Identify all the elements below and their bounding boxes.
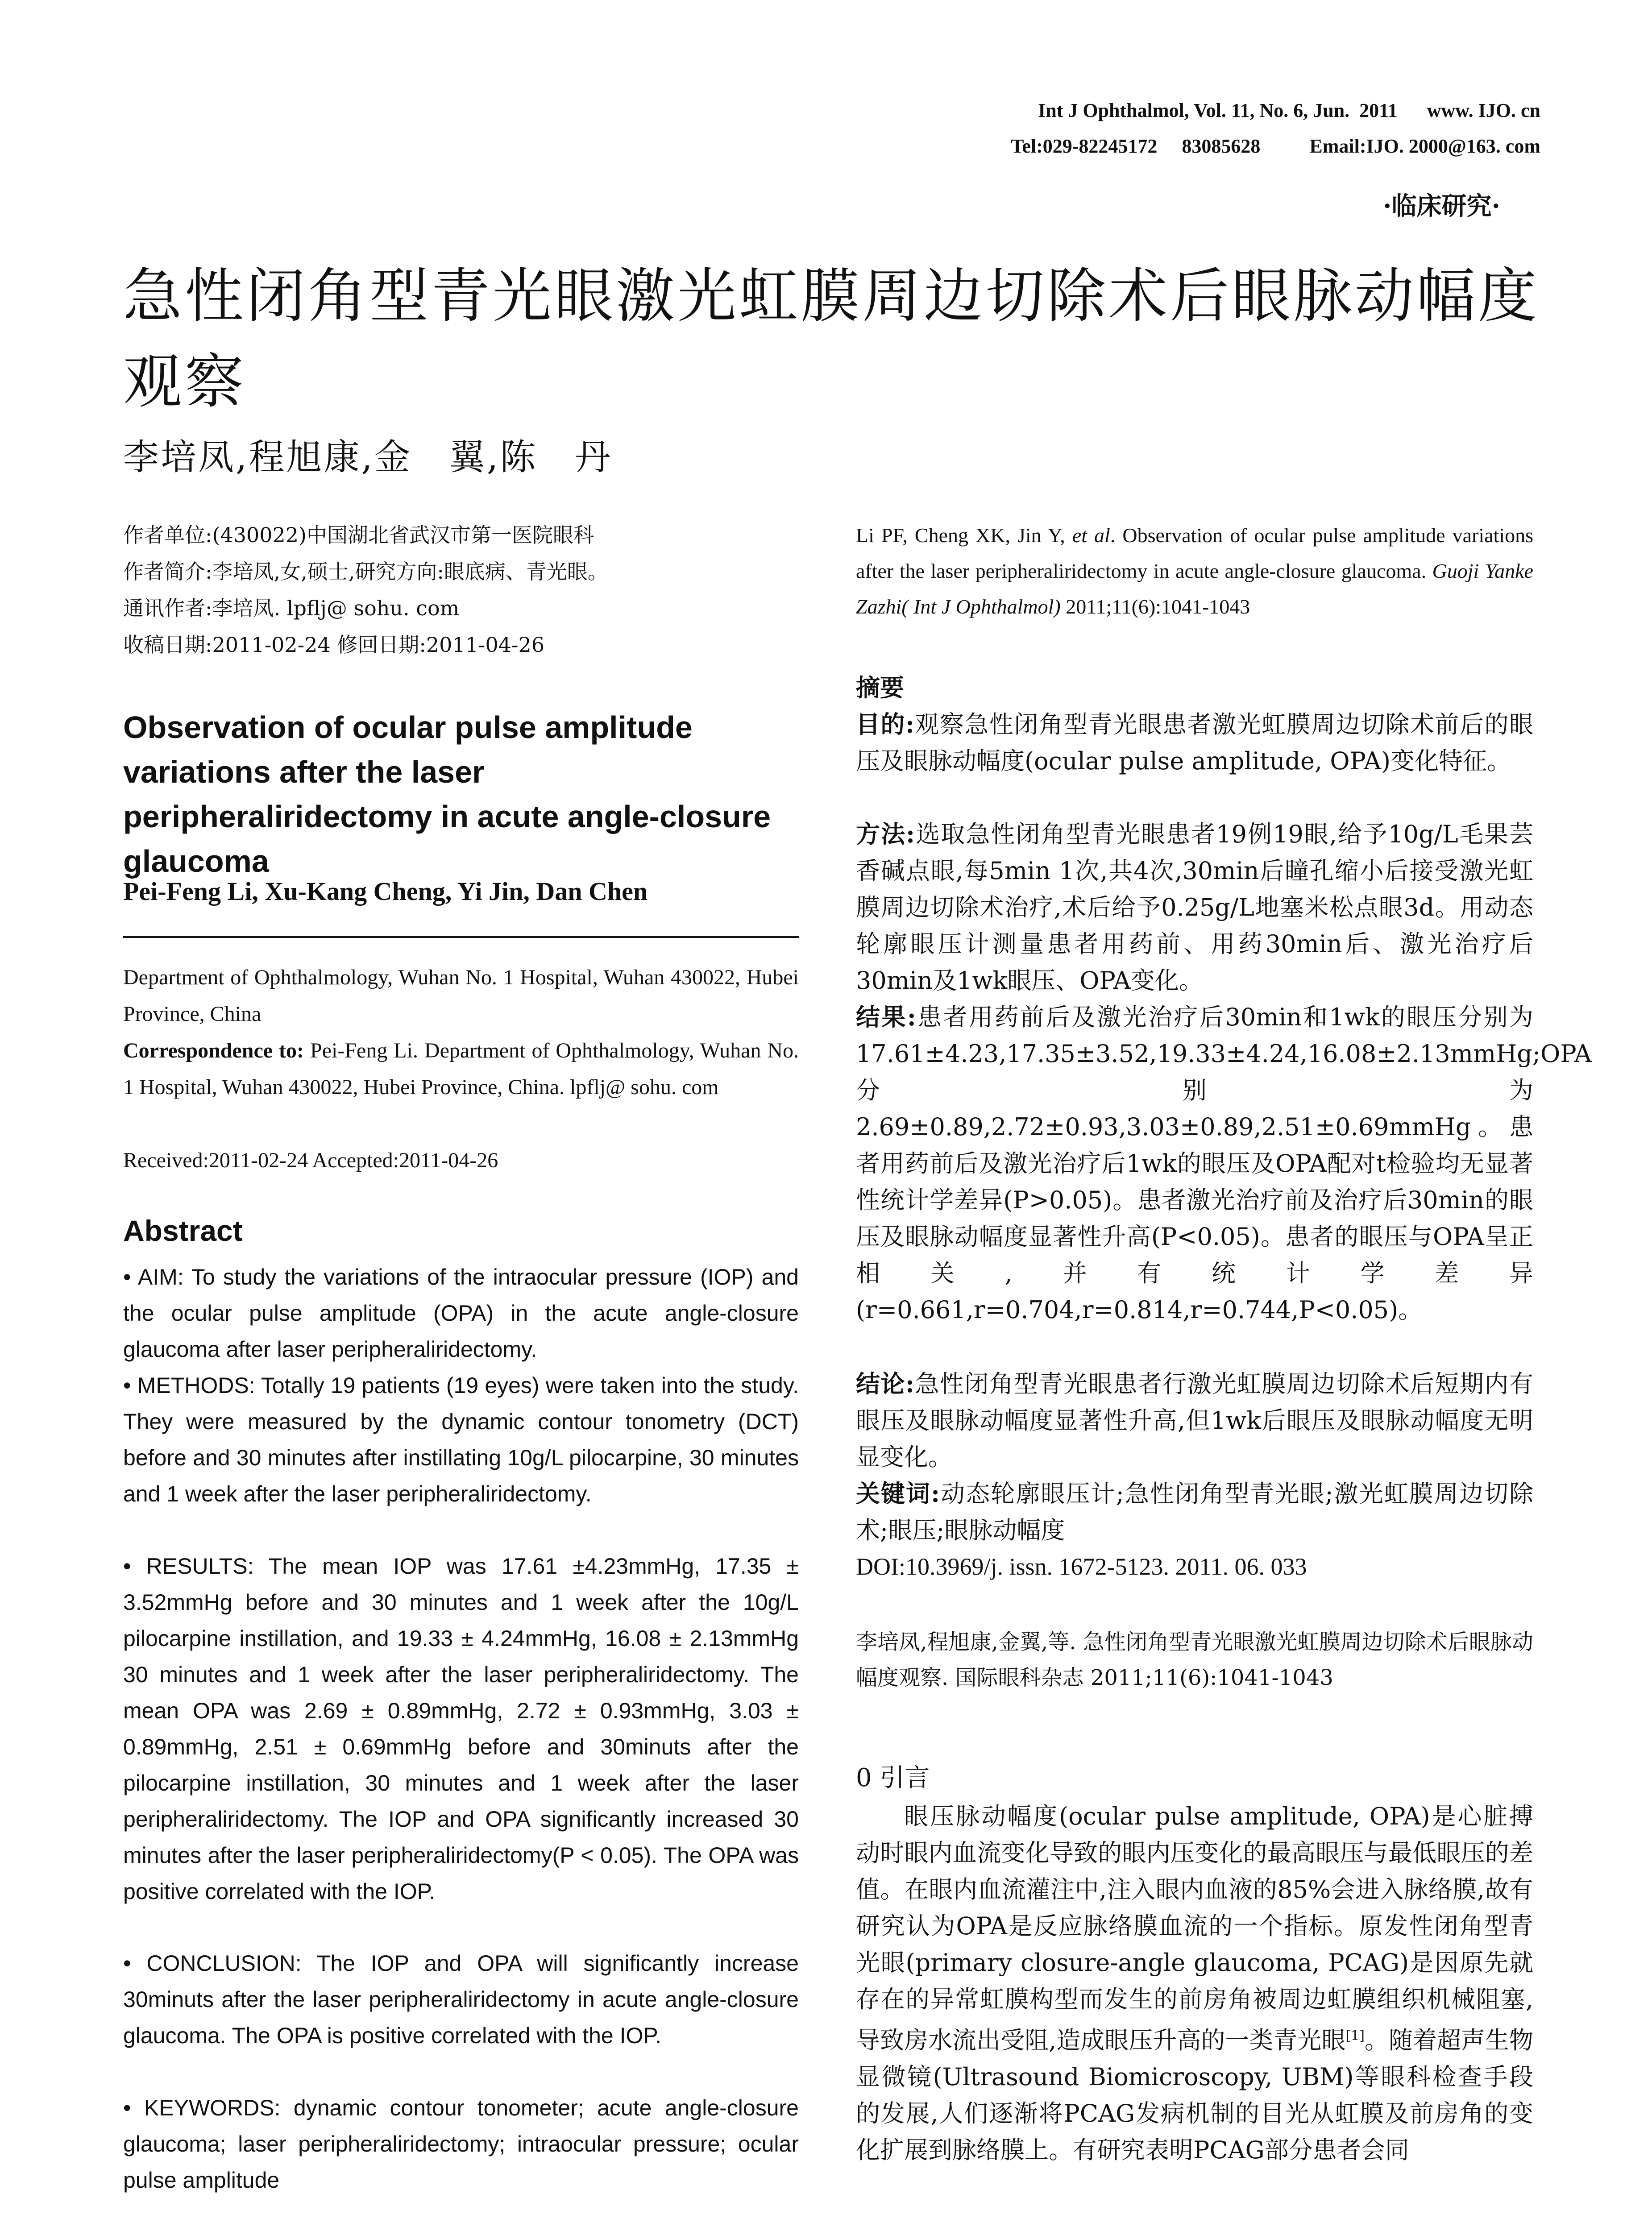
citation-title: . Observation of ocular pulse amplitude variations after the laser peripheraliridectomy in acute angle-closure glaucoma. <box>856 524 1533 582</box>
methods-text: 选取急性闭角型青光眼患者19例19眼,给予10g/L毛果芸香碱点眼,每5min 1次,共4次,30min后瞳孔缩小后接受激光虹膜周边切除术治疗,术后给予0.25g/L地塞米松点眼3d。用动态轮廓眼压计测量患者用药前、用药30min后、激光治疗后30min及1wk眼压、OPA变化。 <box>856 820 1533 995</box>
correspondence-text: Pei-Feng Li. Department of Ophthalmology, Wuhan No. 1 Hospital, Wuhan 430022, Hubei Province, China. lpflj@ sohu. com <box>123 1039 799 1099</box>
author-bio: 作者简介:李培凤,女,硕士,研究方向:眼底病、青光眼。 <box>123 560 608 584</box>
english-citation <box>856 518 1533 625</box>
aim-text: 观察急性闭角型青光眼患者激光虹膜周边切除术前后的眼压及眼脉动幅度(ocular pulse amplitude, OPA)变化特征。 <box>856 710 1533 775</box>
citation-authors: Li PF, Cheng XK, Jin Y, <box>856 524 1072 547</box>
results-label: 结果: <box>856 1003 916 1031</box>
intro-body <box>856 1798 1533 2169</box>
abstract-heading: Abstract <box>123 1214 243 1247</box>
reference-marker[interactable]: [1] <box>1345 2028 1365 2044</box>
conclusion-text: 急性闭角型青光眼患者行激光虹膜周边切除术后短期内有眼压及眼脉动幅度显著性升高,但1wk后眼压及眼脉动幅度无明显变化。 <box>856 1370 1533 1471</box>
abstract-zh-heading: 摘要 <box>856 673 904 702</box>
keywords-label: 关键词: <box>856 1479 940 1508</box>
contact-line: Tel:029-82245172 83085628 Email:IJO. 2000@163. com <box>1011 135 1540 157</box>
section-label: ·临床研究· <box>1383 191 1500 221</box>
citation-journal: Guoji Yanke Zazhi( Int J Ophthalmol) <box>856 560 1533 618</box>
journal-header: Int J Ophthalmol, Vol. 11, No. 6, Jun. 2011 www. IJO. cn <box>1038 100 1540 121</box>
citation-etal: et al <box>1072 524 1110 547</box>
abstract-results: • RESULTS: The mean IOP was 17.61 ±4.23mmHg, 17.35 ± 3.52mmHg before and 30 minutes and 1 week after the 10g/L pilocarpine instillation, and 19.33 ± 4.24mmHg, 16.08 ± 2.13mmHg 30 minutes and 1 week after the laser peripheraliridectomy. The mean OPA was 2.69 ± 0.89mmHg, 2.72 ± 0.93mmHg, 3.03 ± 0.89mmHg, 2.51 ± 0.69mmHg before and 30minuts after the pilocarpine instillation, 30 minutes and 1 week after the laser peripheraliridectomy. The IOP and OPA significantly increased 30 minutes after the laser peripheraliridectomy(P < 0.05). The OPA was positive correlated with the IOP. <box>123 1554 799 1904</box>
abstract-aim: • AIM: To study the variations of the intraocular pressure (IOP) and the ocular pulse amplitude (OPA) in the acute angle-closure glaucoma after laser peripheraliridectomy. <box>123 1265 799 1362</box>
chinese-citation: 李培凤,程旭康,金翼,等. 急性闭角型青光眼激光虹膜周边切除术后眼脉动幅度观察. 国际眼科杂志 2011;11(6):1041-1043 <box>856 1630 1533 1690</box>
abstract-conclusion: • CONCLUSION: The IOP and OPA will significantly increase 30minuts after the laser peripheraliridectomy in acute angle-closure glaucoma. The OPA is positive correlated with the IOP. <box>123 1951 799 2048</box>
conclusion-label: 结论: <box>856 1369 914 1398</box>
abstract-zh-conclusion <box>856 1365 1533 1476</box>
article-title: 急性闭角型青光眼激光虹膜周边切除术后眼脉动幅度观察 <box>123 262 1540 416</box>
citation-ref: 2011;11(6):1041-1043 <box>1060 595 1250 618</box>
methods-label: 方法: <box>856 820 915 848</box>
received-dates: 收稿日期:2011-02-24 修回日期:2011-04-26 <box>123 633 545 657</box>
english-department: Department of Ophthalmology, Wuhan No. 1 Hospital, Wuhan 430022, Hubei Province, China <box>123 966 799 1026</box>
english-dates: Received:2011-02-24 Accepted:2011-04-26 <box>123 1149 498 1172</box>
abstract-zh-keywords <box>856 1475 1533 1549</box>
intro-text-continued: 。随着超声生物显微镜(Ultrasound Biomicroscopy, UBM)等眼科检查手段的发展,人们逐渐将PCAG发病机制的目光从虹膜及前房角的变化扩展到脉络膜上。有研究表明PCAG部分患者会同 <box>856 2026 1534 2164</box>
abstract-zh-aim <box>856 706 1533 780</box>
divider <box>123 936 799 938</box>
corresponding-author: 通讯作者:李培凤. lpflj@ sohu. com <box>123 596 460 620</box>
english-authors: Pei-Feng Li, Xu-Kang Cheng, Yi Jin, Dan Chen <box>123 877 648 906</box>
results-text: 患者用药前后及激光治疗后30min和1wk的眼压分别为17.61±4.23,17.35±3.52,19.33±4.24,16.08±2.13mmHg;OPA分别为2.69±0.89,2.72±0.93,3.03±0.89,2.51±0.69mmHg。患者用药前后及激光治疗后1wk的眼压及OPA配对t检验均无显著性统计学差异(P>0.05)。患者激光治疗前及治疗后30min的眼压及眼脉动幅度显著性升高(P<0.05)。患者的眼压与OPA呈正相关,并有统计学差异(r=0.661,r=0.704,r=0.814,r=0.744,P<0.05)。 <box>856 1003 1592 1324</box>
intro-heading: 0 引言 <box>856 1763 930 1792</box>
abstract-zh-methods <box>856 816 1533 999</box>
keywords-text: 动态轮廓眼压计;急性闭角型青光眼;激光虹膜周边切除术;眼压;眼脉动幅度 <box>856 1480 1534 1544</box>
aim-label: 目的: <box>856 710 914 738</box>
abstract-zh-results <box>856 999 1592 1328</box>
abstract-methods: • METHODS: Totally 19 patients (19 eyes) were taken into the study. They were measured by the dynamic contour tonometry (DCT) before and 30 minutes after instillating 10g/L pilocarpine, 30 minutes and 1 week after the laser peripheraliridectomy. <box>123 1373 799 1506</box>
abstract-keywords: • KEYWORDS: dynamic contour tonometer; acute angle-closure glaucoma; laser peripheraliridectomy; intraocular pressure; ocular pulse amplitude <box>123 2095 799 2193</box>
correspondence-label: Correspondence to: <box>123 1039 304 1062</box>
english-title: Observation of ocular pulse amplitude variations after the laser peripheraliridectomy in acute angle-closure glaucoma <box>123 710 771 879</box>
author-list: 李培凤,程旭康,金 翼,陈 丹 <box>123 436 613 478</box>
affiliation-unit: 作者单位:(430022)中国湖北省武汉市第一医院眼科 <box>123 523 594 547</box>
english-correspondence <box>123 1033 799 1106</box>
doi[interactable]: DOI:10.3969/j. issn. 1672-5123. 2011. 06. 033 <box>856 1553 1307 1580</box>
intro-text: 眼压脉动幅度(ocular pulse amplitude, OPA)是心脏搏动时眼内血流变化导致的眼内压变化的最高眼压与最低眼压的差值。在眼内血流灌注中,注入眼内血液的85%会进入脉络膜,故有研究认为OPA是反应脉络膜血流的一个指标。原发性闭角型青光眼(primary closure-angle glaucoma, PCAG)是因原先就存在的异常虹膜构型而发生的前房角被周边虹膜组织机械阻塞,导致房水流出受阻,造成眼压升高的一类青光眼 <box>856 1802 1533 2054</box>
